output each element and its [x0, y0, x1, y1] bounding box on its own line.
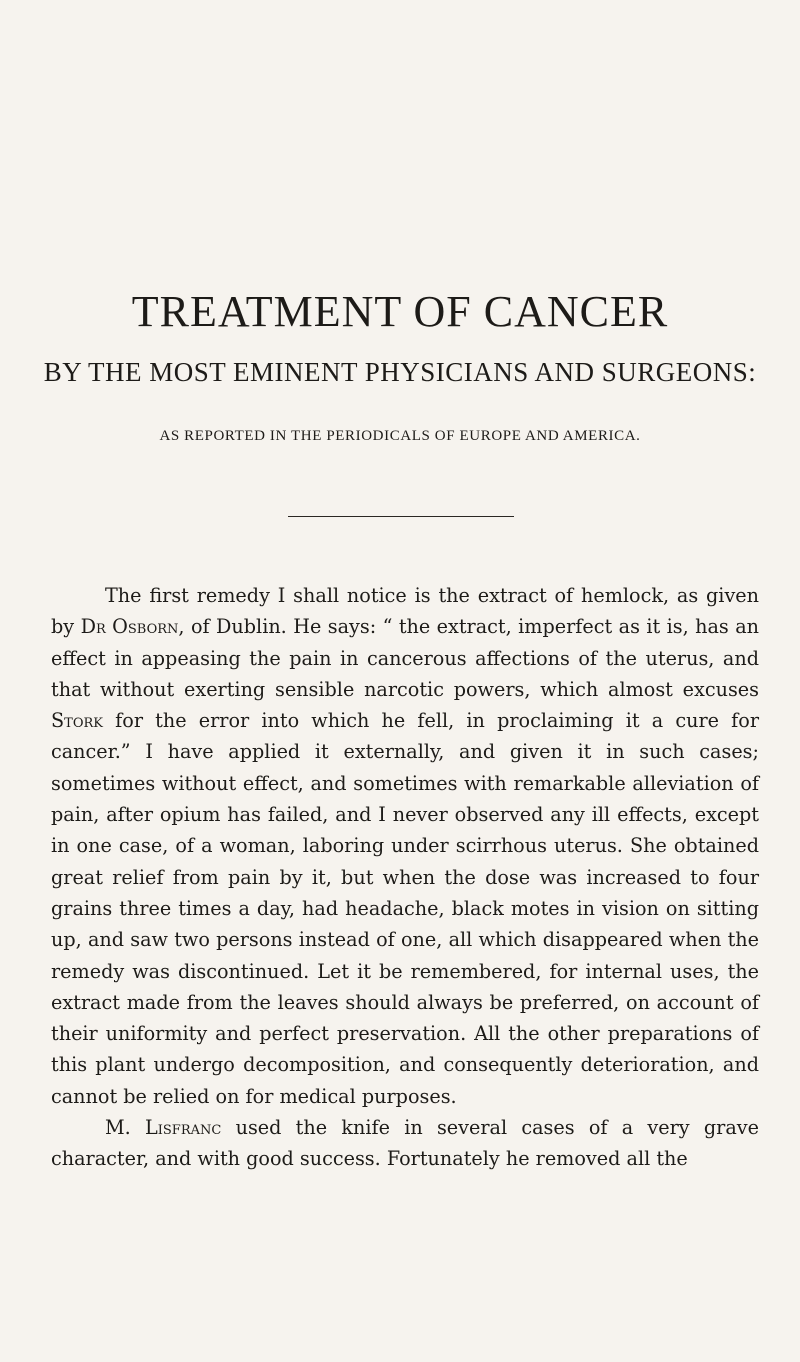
paragraph-text: M.	[105, 1116, 146, 1140]
page-subtitle-secondary: AS REPORTED IN THE PERIODICALS OF EUROPE AND AMERICA.	[159, 428, 641, 444]
page-title: TREATMENT OF CANCER	[131, 287, 669, 336]
paragraph-text: The first remedy I shall notice is the extract of hemlock, as given by	[51, 584, 759, 639]
person-name: Stork	[51, 709, 103, 733]
section-divider	[288, 516, 514, 517]
page-subtitle: BY THE MOST EMINENT PHYSICIANS AND SURGEONS:	[43, 357, 757, 387]
paragraph-text: for the error into which he fell, in proclaiming it a cure for cancer.” I have applied it externally, and given it in such cases; sometimes without effect, and sometimes with remarkable alleviation of pain, after opium has failed, and I never observed any ill effects, except in one case, of a woman, laboring under scirrhous uterus. She obtained great relief from pain by it, but when the dose was increased to four grains three times a day, had headache, black motes in vision on sitting up, and saw two persons instead of one, all which disappeared when the remedy was discontinued. Let it be remembered, for internal uses, the extract made from the leaves should always be preferred, on account of their uniformity and perfect preservation. All the other preparations of this plant undergo decomposition, and consequently deterioration, and cannot be relied on for medical purposes.	[51, 709, 759, 1108]
paragraph-text: , of Dublin. He says: “ the extract, imperfect as it is, has an effect in appeasing the pain in cancerous affections of the uterus, and that without exerting sensible narcotic powers, which almost excuses	[51, 615, 759, 701]
person-name: Lisfranc	[145, 1116, 222, 1140]
person-name: Dr Osborn	[80, 615, 179, 639]
paragraph	[51, 1112, 759, 1175]
body-text	[51, 580, 759, 1175]
paragraph-text: used the knife in several cases of a very grave character, and with good success. Fortunately he removed all the	[51, 1116, 759, 1171]
paragraph	[51, 580, 759, 1112]
